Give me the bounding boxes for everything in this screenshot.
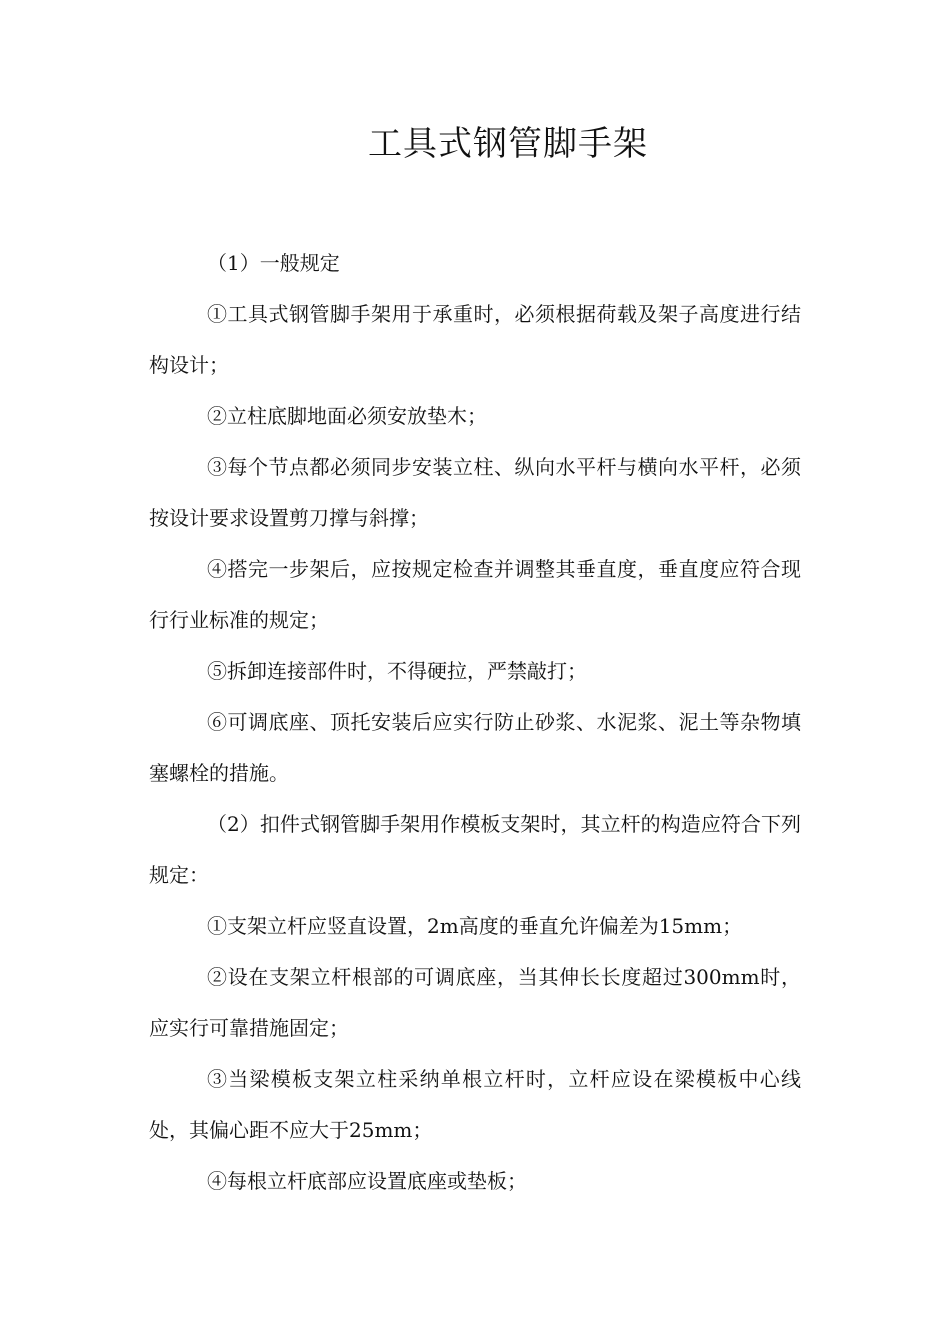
paragraph: ②立柱底脚地面必须安放垫木； [207,404,487,428]
document-title: 工具式钢管脚手架 [368,124,648,164]
paragraph: ③每个节点都必须同步安装立柱、纵向水平杆与横向水平杆，必须按设计要求设置剪刀撑与斜撑； [149,455,801,530]
paragraph: ①支架立杆应竖直设置，2m高度的垂直允许偏差为15mm； [207,914,743,938]
document-body [149,238,801,1207]
paragraph: ③当梁模板支架立柱采纳单根立杆时，立杆应设在梁模板中心线处，其偏心距不应大于25mm； [149,1067,801,1142]
paragraph: ④每根立杆底部应设置底座或垫板； [207,1169,527,1193]
paragraph: ①工具式钢管脚手架用于承重时，必须根据荷载及架子高度进行结构设计； [149,302,801,377]
section-heading-fastener: （2）扣件式钢管脚手架用作模板支架时，其立杆的构造应符合下列规定： [149,812,801,887]
paragraph: ⑥可调底座、顶托安装后应实行防止砂浆、水泥浆、泥土等杂物填塞螺栓的措施。 [149,710,801,785]
section-heading-general: （1）一般规定 [207,251,340,275]
paragraph: ④搭完一步架后，应按规定检查并调整其垂直度，垂直度应符合现行行业标准的规定； [149,557,801,632]
paragraph: ②设在支架立杆根部的可调底座，当其伸长长度超过300mm时，应实行可靠措施固定； [149,965,801,1040]
paragraph: ⑤拆卸连接部件时，不得硬拉，严禁敲打； [207,659,587,683]
